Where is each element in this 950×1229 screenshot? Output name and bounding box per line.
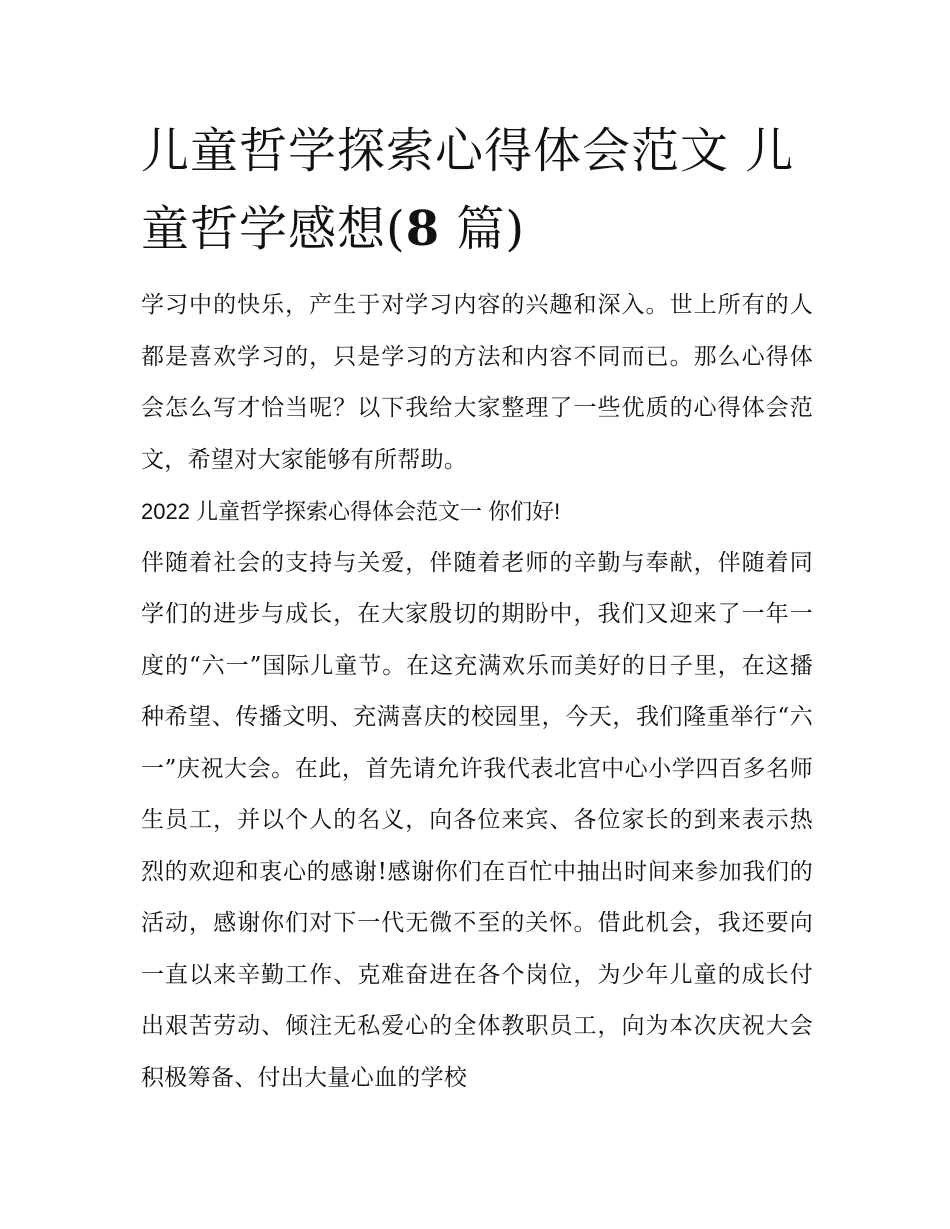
title-count: 8 [405,201,441,257]
section-heading: 2022 儿童哲学探索心得体会范文一 你们好! [141,499,561,524]
title-suffix: 篇) [440,201,526,257]
intro-paragraph: 学习中的快乐，产生于对学习内容的兴趣和深入。世上所有的人都是喜欢学习的，只是学习的方法和内容不同而已。那么心得体会怎么写才恰当呢？以下我给大家整理了一些优质的心得体会范文，希望对大家能够有所帮助。 [141,292,813,473]
title-text: 儿童哲学探索心得体会范文 儿童哲学感想( [141,123,795,257]
document-title [141,112,821,268]
section-paragraph: 伴随着社会的支持与关爱，伴随着老师的辛勤与奉献，伴随着同学们的进步与成长，在大家殷切的期盼中，我们又迎来了一年一度的“六一”国际儿童节。在这充满欢乐而美好的日子里，在这播种希望、传播文明、充满喜庆的校园里，今天，我们隆重举行“六一”庆祝大会。在此，首先请允许我代表北宫中心小学四百多名师生员工，并以个人的名义，向各位来宾、各位家长的到来表示热烈的欢迎和衷心的感谢!感谢你们在百忙中抽出时间来参加我们的活动，感谢你们对下一代无微不至的关怀。借此机会，我还要向一直以来辛勤工作、克难奋进在各个岗位，为少年儿童的成长付出艰苦劳动、倾注无私爱心的全体教职员工，向为本次庆祝大会积极筹备、付出大量心血的学校 [141,549,813,1091]
document-body [141,280,813,1104]
